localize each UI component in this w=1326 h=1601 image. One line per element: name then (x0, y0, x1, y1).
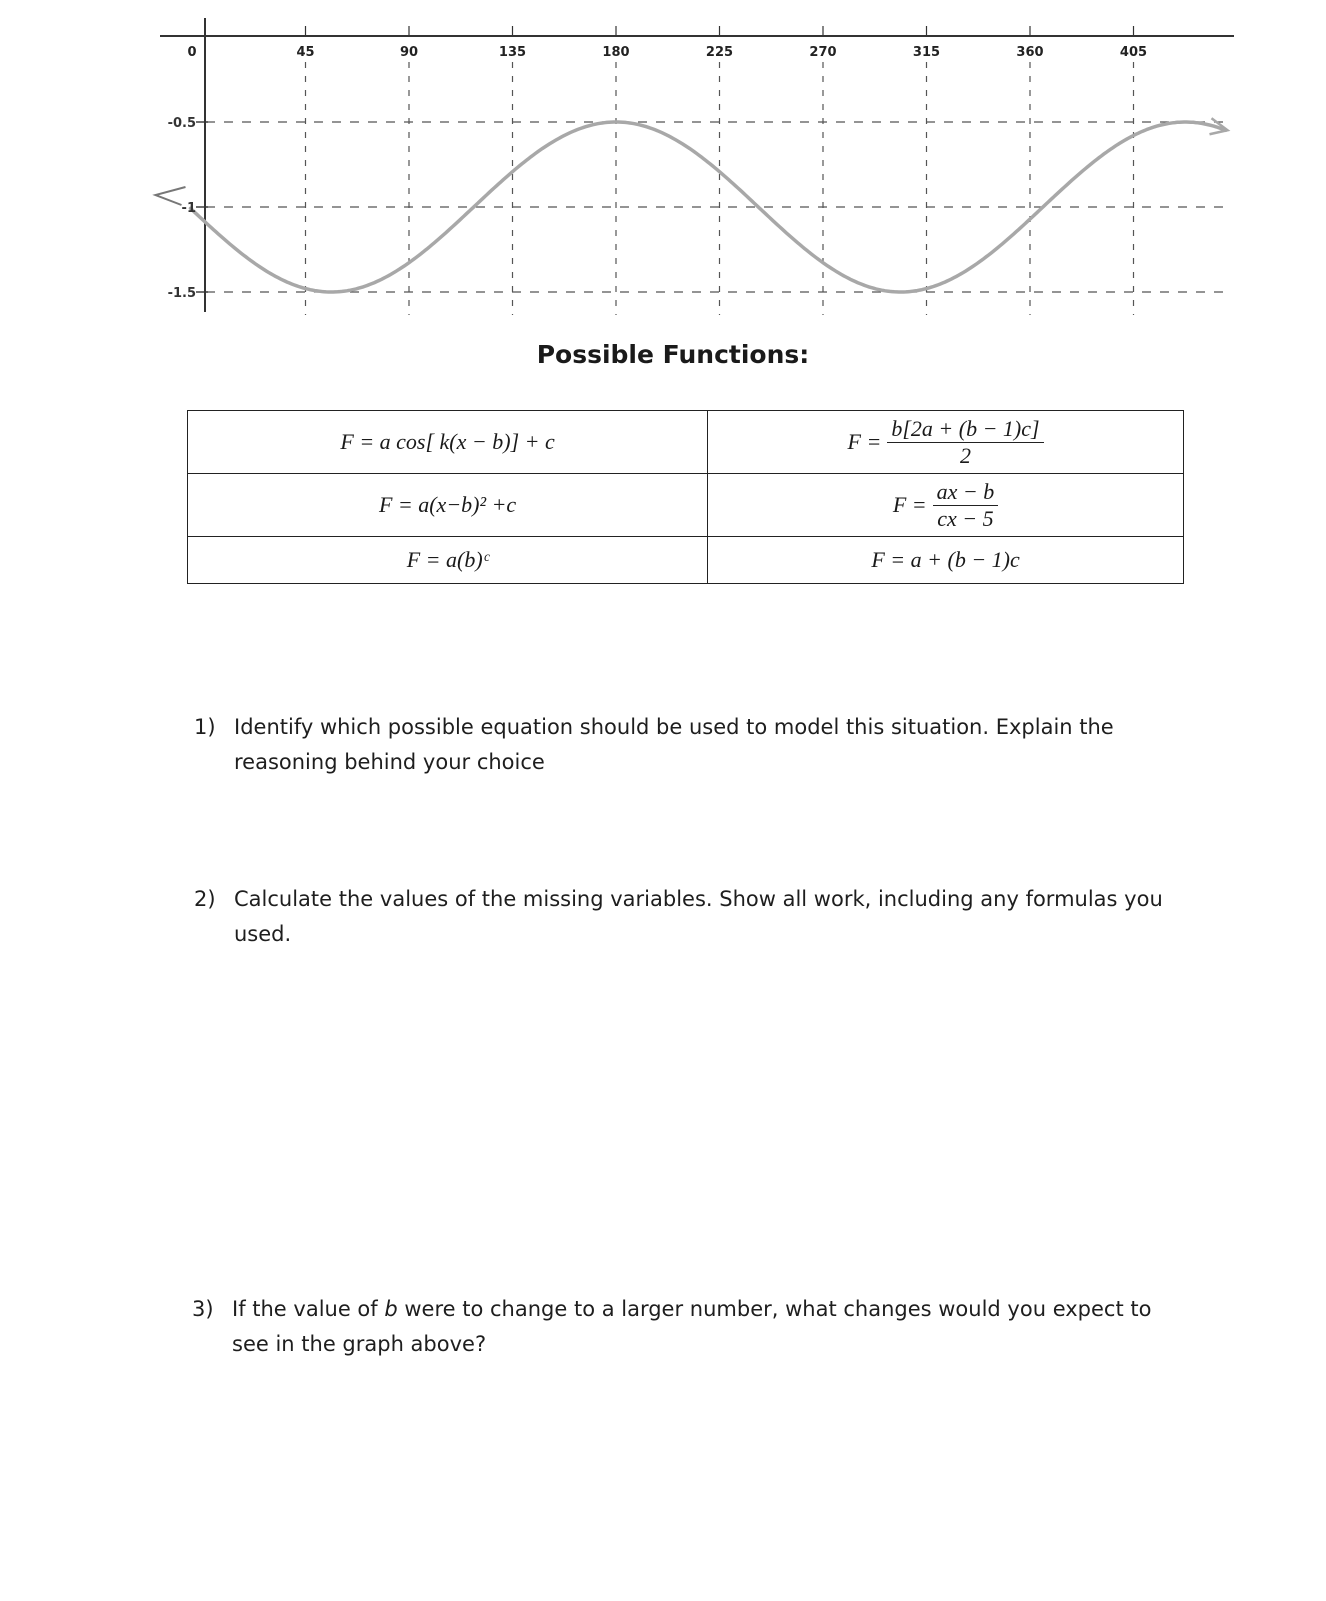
y-tick-label: -1 (181, 201, 196, 216)
x-tick-label: 0 (187, 45, 197, 60)
question-3 (192, 1292, 1192, 1372)
axes (160, 18, 1234, 312)
question-2 (194, 882, 1224, 946)
x-tick-label: 135 (498, 45, 527, 60)
function-fraction-bracket: F = $\frac{b[2a + (b - 1)c]}{2}$ (708, 411, 1184, 474)
fraction-numerator: ax − b (933, 479, 999, 506)
function-exponential: F = a(b)ᶜ (188, 537, 708, 584)
x-tick-label: 360 (1016, 45, 1044, 60)
question-number: 3) (192, 1297, 214, 1321)
fraction-denominator: cx − 5 (937, 505, 994, 531)
function-cosine: F = a cos[ k(x − b)] + c (188, 411, 708, 474)
question-text: If the value of b were to change to a larger number, what changes would you expect to see in the graph above? (232, 1297, 1152, 1356)
x-tick-label: 45 (296, 45, 315, 60)
question-number: 1) (194, 715, 216, 739)
table-row (188, 411, 1184, 474)
x-tick-label: 90 (399, 45, 419, 60)
x-tick-label: 180 (602, 45, 630, 60)
tick-labels (168, 45, 1148, 301)
question-text: Identify which possible equation should be used to model this situation. Explain the reasoning behind your choice (234, 715, 1114, 774)
table-row (188, 474, 1184, 537)
functions-table (187, 410, 1184, 584)
x-tick-label: 405 (1119, 45, 1148, 60)
fraction-numerator: b[2a + (b − 1)c] (887, 416, 1043, 443)
x-tick-label: 315 (912, 45, 941, 60)
question-text: Calculate the values of the missing variables. Show all work, including any formulas you used. (234, 887, 1163, 946)
function-quadratic: F = a(x−b)² +c (188, 474, 708, 537)
x-tick-label: 270 (809, 45, 837, 60)
y-tick-label: -0.5 (167, 116, 196, 131)
question-number: 2) (194, 887, 216, 911)
y-tick-label: -1.5 (167, 286, 196, 301)
possible-functions-heading: Possible Functions: (536, 340, 810, 369)
grid-lines (196, 26, 1230, 315)
question-1 (194, 710, 1204, 790)
function-rational: F = $\frac{ax - b}{cx - 5}$ (708, 474, 1184, 537)
fraction-denominator: 2 (959, 442, 971, 468)
function-linear: F = a + (b − 1)c (708, 537, 1184, 584)
curve-layer (156, 118, 1228, 292)
sinusoidal-graph (0, 0, 1326, 330)
x-tick-label: 225 (705, 45, 734, 60)
variable-b: b (384, 1297, 398, 1321)
table-row (188, 537, 1184, 584)
